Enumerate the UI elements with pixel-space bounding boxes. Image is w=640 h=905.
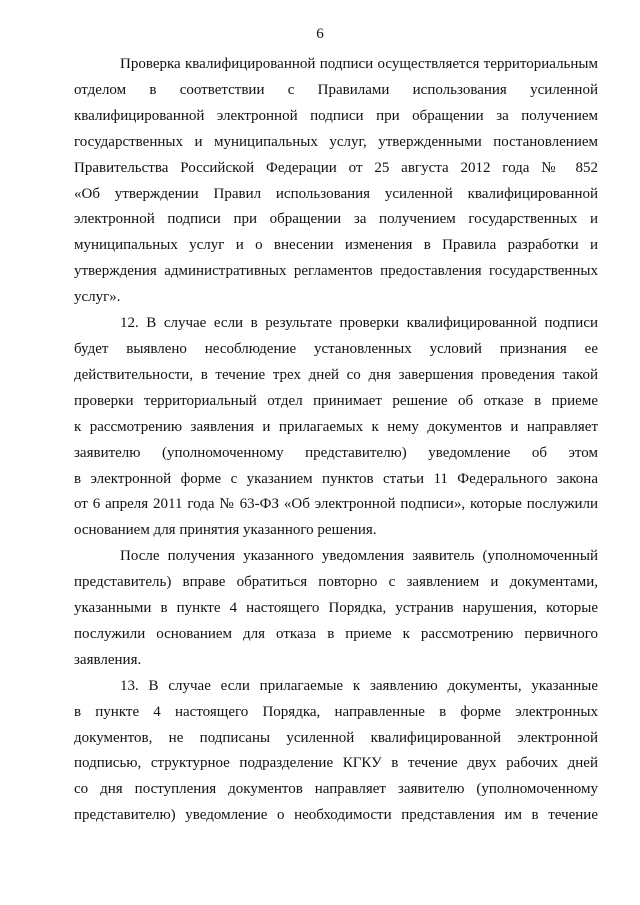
text-line: подписью, структурное подразделение КГКУ в течение двух рабочих дней <box>74 755 598 772</box>
text-line: 12. В случае если в результате проверки квалифицированной подписи <box>120 315 598 332</box>
text-line: Правительства Российской Федерации от 25 августа 2012 года № 852 <box>74 159 598 176</box>
text-line: отделом в соответствии с Правилами использования усиленной <box>74 81 598 98</box>
text-line: к рассмотрению заявления и прилагаемых к нему документов и направляет <box>74 418 598 435</box>
paragraph-resubmission <box>74 544 598 674</box>
text-line: представитель) вправе обратиться повторно с заявлением и документами, <box>74 574 598 591</box>
paragraph-12 <box>74 311 598 544</box>
text-line: заявителю (уполномоченному представителю) уведомление об этом <box>74 444 598 461</box>
page-number: 6 <box>316 26 324 42</box>
text-line: утверждения административных регламентов предоставления государственных <box>74 263 598 280</box>
document-body <box>74 52 598 829</box>
text-line: будет выявлено несоблюдение установленных условий признания ее <box>74 340 598 357</box>
text-line: государственных и муниципальных услуг, утвержденными постановлением <box>74 133 598 150</box>
text-line: послужили основанием для отказа в приеме к рассмотрению первичного <box>74 625 598 642</box>
text-line: документов, не подписаны усиленной квалифицированной электронной <box>74 729 598 746</box>
text-line: «Об утверждении Правил использования усиленной квалифицированной <box>74 185 598 202</box>
text-line: в пункте 4 настоящего Порядка, направленные в форме электронных <box>74 703 598 720</box>
text-line: указанными в пункте 4 настоящего Порядка, устранив нарушения, которые <box>74 600 598 617</box>
text-line: Проверка квалифицированной подписи осуществляется территориальным <box>120 56 598 72</box>
text-line: представителю) уведомление о необходимости представления им в течение <box>74 807 598 824</box>
text-line: квалифицированной электронной подписи при обращении за получением <box>74 107 598 124</box>
text-line: 13. В случае если прилагаемые к заявлению документы, указанные <box>120 677 598 694</box>
text-line: заявления. <box>74 651 142 668</box>
text-line: муниципальных услуг и о внесении изменения в Правила разработки и <box>74 237 598 254</box>
text-line: со дня поступления документов направляет заявителю (уполномоченному <box>74 781 598 798</box>
text-line: услуг». <box>74 289 121 306</box>
text-line: проверки территориальный отдел принимает решение об отказе в приеме <box>74 392 598 409</box>
text-line: действительности, в течение трех дней со дня завершения проведения такой <box>74 366 598 383</box>
text-line: электронной подписи при обращении за получением государственных и <box>74 211 598 228</box>
text-line: от 6 апреля 2011 года № 63-ФЗ «Об электронной подписи», которые послужили <box>74 496 598 513</box>
text-line: После получения указанного уведомления заявитель (уполномоченный <box>120 548 598 565</box>
paragraph-13 <box>74 674 598 829</box>
paragraph-signature-check <box>74 52 598 311</box>
text-line: в электронной форме с указанием пунктов статьи 11 Федерального закона <box>74 470 598 487</box>
text-line: основанием для принятия указанного решения. <box>74 522 377 539</box>
